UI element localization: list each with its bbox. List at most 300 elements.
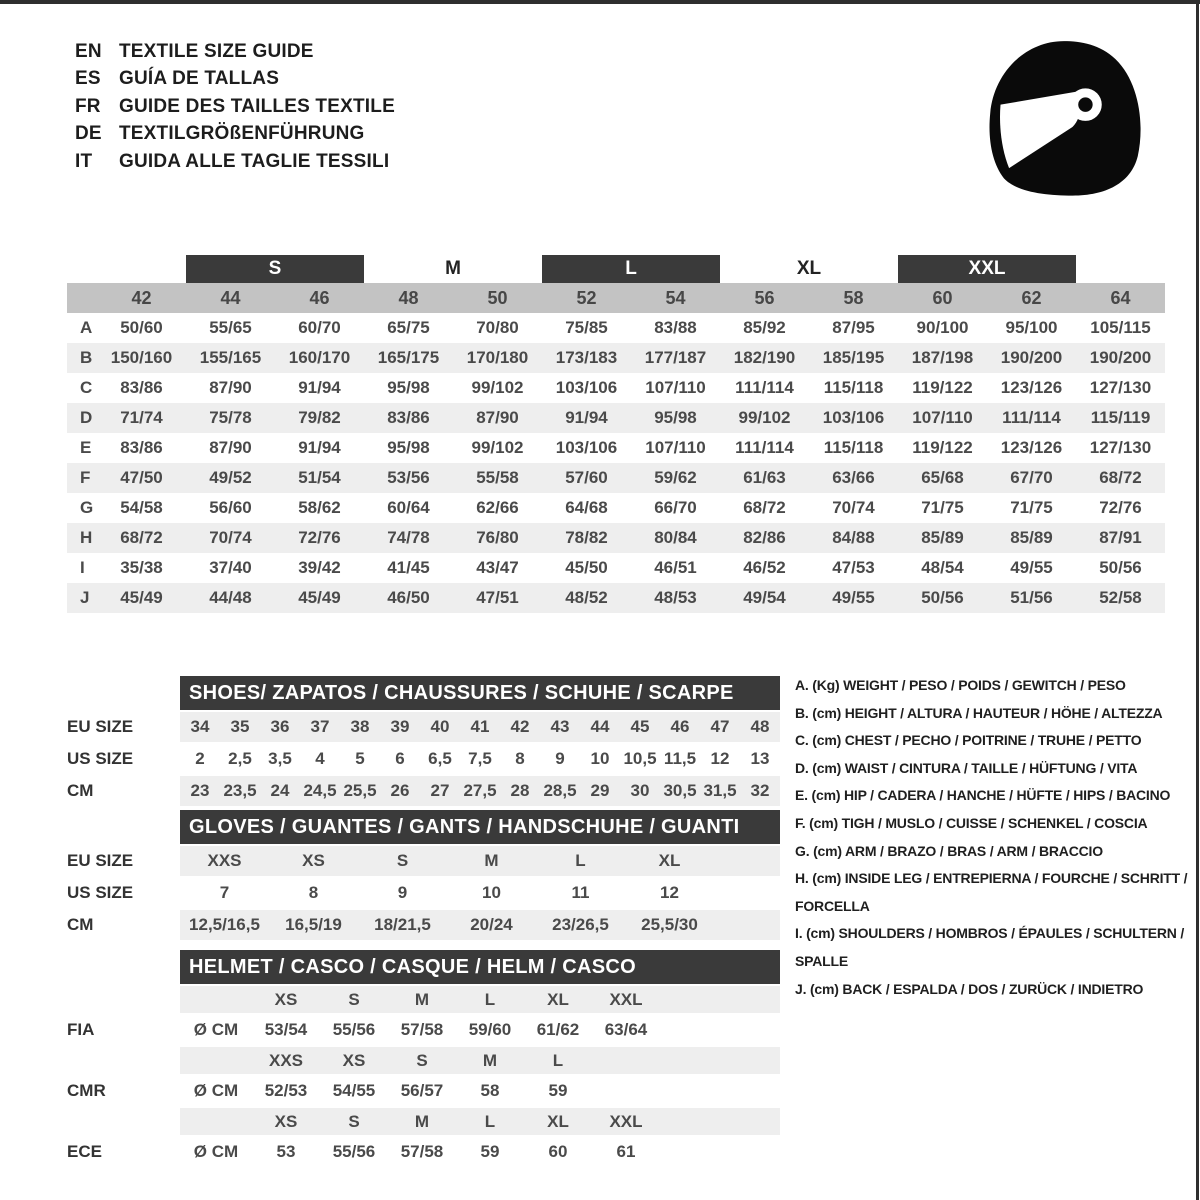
table-cell: 71/75 (921, 498, 964, 517)
table-row (67, 910, 780, 940)
table-cell: 48/52 (565, 588, 608, 607)
size-header: S (348, 1111, 360, 1131)
size-header: XXL (609, 1111, 643, 1131)
table-cell: 68/72 (120, 528, 163, 547)
top-border (0, 0, 1200, 4)
table-cell: 54/55 (332, 1081, 376, 1100)
row-label: B (80, 348, 93, 367)
table-cell: 70/74 (209, 528, 252, 547)
column-header: 52 (576, 287, 597, 308)
table-cell: 87/95 (832, 318, 875, 337)
value-band (180, 776, 780, 806)
table-cell: 38 (350, 717, 370, 736)
table-cell: 115/119 (1090, 408, 1151, 427)
table-cell: 23,5 (223, 781, 257, 800)
language-code: EN (75, 40, 102, 62)
table-cell: 55/56 (332, 1020, 376, 1039)
language-title-block (75, 38, 395, 176)
column-header: 64 (1110, 287, 1131, 308)
gloves-rows (67, 846, 780, 940)
table-cell: XXS (207, 851, 242, 870)
table-cell: 127/130 (1089, 378, 1152, 397)
table-row (67, 712, 780, 742)
table-cell: 10,5 (623, 749, 657, 768)
table-cell: 41 (470, 717, 490, 736)
table-cell: 59/62 (654, 468, 697, 487)
table-cell: 83/86 (120, 378, 163, 397)
row-label: H (80, 528, 93, 547)
table-cell: 64/68 (565, 498, 608, 517)
gloves-section-header (180, 810, 780, 844)
table-cell: 32 (750, 781, 770, 800)
table-cell: 185/195 (822, 348, 885, 367)
table-cell: 36 (270, 717, 290, 736)
size-band (180, 986, 780, 1013)
table-cell: 46/51 (654, 558, 697, 577)
value-band (180, 1015, 780, 1045)
legend (795, 672, 1193, 1003)
table-cell: 6 (395, 749, 405, 768)
row-label: US SIZE (67, 749, 134, 768)
table-cell: 111/114 (1002, 408, 1061, 427)
legend-item: H. (cm) INSIDE LEG / ENTREPIERNA / FOURCHE / SCHRITT / FORCELLA (795, 870, 1188, 914)
table-cell: 49/55 (1010, 558, 1053, 577)
row-label: A (80, 318, 93, 337)
table-cell: 190/200 (1000, 348, 1063, 367)
table-cell: 95/98 (387, 438, 430, 457)
row-label: EU SIZE (67, 851, 134, 870)
table-cell: 55/65 (209, 318, 252, 337)
table-cell: 58/62 (298, 498, 341, 517)
table-cell: 72/76 (1099, 498, 1142, 517)
table-row (67, 373, 1165, 403)
table-cell: 16,5/19 (285, 915, 342, 934)
table-cell: 20/24 (470, 915, 513, 934)
table-cell: 119/122 (912, 438, 973, 457)
table-cell: 56/60 (209, 498, 252, 517)
table-row (67, 776, 780, 806)
size-band (180, 1108, 780, 1135)
language-code: IT (75, 150, 93, 172)
column-header: 50 (487, 287, 508, 308)
table-cell: 44 (590, 717, 610, 736)
language-line (75, 38, 395, 66)
size-header: XS (274, 1111, 298, 1131)
language-code: ES (75, 68, 101, 90)
table-cell: 25,5/30 (641, 915, 698, 934)
table-cell: 91/94 (298, 378, 341, 397)
table-cell: 3,5 (268, 749, 292, 768)
table-cell: 45/49 (298, 588, 341, 607)
table-cell: 55/56 (332, 1142, 376, 1161)
table-cell: L (575, 851, 586, 870)
table-row (67, 523, 1165, 553)
language-line (75, 93, 395, 121)
table-cell: 68/72 (1099, 468, 1142, 487)
unit-spacer (180, 1108, 252, 1135)
table-cell: 68/72 (743, 498, 786, 517)
table-cell: 90/100 (916, 318, 969, 337)
table-cell: 5 (355, 749, 365, 768)
table-cell: 103/106 (555, 378, 618, 397)
table-cell: 35 (230, 717, 250, 736)
table-cell: 47/50 (120, 468, 163, 487)
size-header: S (348, 989, 360, 1009)
gloves-section-title: GLOVES / GUANTES / GANTS / HANDSCHUHE / GUANTI (189, 815, 740, 838)
table-cell: 35/38 (120, 558, 163, 577)
table-cell: 59 (480, 1142, 500, 1161)
table-cell: 44/48 (209, 588, 252, 607)
table-cell: 79/82 (298, 408, 341, 427)
table-cell: 87/90 (209, 438, 252, 457)
table-cell: 63/66 (832, 468, 875, 487)
table-cell: 7 (219, 883, 230, 902)
table-cell: 99/102 (471, 378, 524, 397)
table-cell: 83/86 (120, 438, 163, 457)
table-cell: 187/198 (911, 348, 974, 367)
table-cell: 2 (195, 749, 205, 768)
row-label (67, 1108, 180, 1135)
table-cell: 27,5 (463, 781, 497, 800)
table-cell: 56/57 (400, 1081, 444, 1100)
language-title: TEXTILGRÖßENFÜHRUNG (119, 123, 365, 145)
table-cell: 95/100 (1005, 318, 1058, 337)
value-band (180, 1137, 780, 1167)
table-cell: 59 (548, 1081, 568, 1100)
table-cell: 6,5 (428, 749, 452, 768)
table-cell: 61 (616, 1142, 636, 1161)
table-cell: 50/56 (1099, 558, 1142, 577)
legend-item: I. (cm) SHOULDERS / HOMBROS / ÉPAULES / SCHULTERN / SPALLE (795, 925, 1185, 969)
size-header: L (552, 1050, 564, 1070)
row-label (67, 986, 180, 1013)
helmet-section-title: HELMET / CASCO / CASQUE / HELM / CASCO (189, 955, 636, 978)
table-cell: 53 (276, 1142, 296, 1161)
table-cell: 45/50 (565, 558, 608, 577)
table-cell: XS (302, 851, 325, 870)
table-cell: 26 (390, 781, 410, 800)
row-label: C (80, 378, 93, 397)
table-cell: 37/40 (209, 558, 252, 577)
main-size-table (67, 255, 1165, 613)
table-cell: 83/86 (387, 408, 430, 427)
table-cell: 75/85 (565, 318, 608, 337)
column-header: 54 (665, 287, 686, 308)
table-cell: 28 (510, 781, 530, 800)
table-cell: 48/54 (921, 558, 964, 577)
table-cell: 48 (750, 717, 770, 736)
unit-label: Ø CM (193, 1081, 239, 1100)
table-cell: 43 (550, 717, 570, 736)
shoes-section (67, 676, 780, 808)
language-title: TEXTILE SIZE GUIDE (119, 40, 314, 62)
table-cell: 50/56 (921, 588, 964, 607)
size-header-row (67, 1047, 780, 1074)
table-cell: 47/53 (832, 558, 875, 577)
unit-label: Ø CM (193, 1020, 239, 1039)
table-cell: 65/75 (387, 318, 430, 337)
table-cell: 85/89 (921, 528, 964, 547)
helmet-rows (67, 986, 780, 1167)
table-cell: XL (658, 851, 681, 870)
table-cell: 10 (590, 749, 610, 768)
table-row (67, 583, 1165, 613)
table-cell: 37 (310, 717, 330, 736)
column-header: 56 (754, 287, 775, 308)
table-cell: 173/183 (555, 348, 618, 367)
helmet-section-header (180, 950, 780, 984)
size-header-row (67, 1108, 780, 1135)
table-row (67, 433, 1165, 463)
table-cell: 52/58 (1099, 588, 1142, 607)
value-band (180, 744, 780, 774)
table-cell: 39 (390, 717, 410, 736)
table-cell: 91/94 (565, 408, 608, 427)
language-title: GUIDE DES TAILLES TEXTILE (119, 95, 395, 117)
table-row (67, 744, 780, 774)
table-cell: 12 (710, 749, 730, 768)
table-cell: 83/88 (654, 318, 697, 337)
row-label: I (80, 558, 85, 577)
table-cell: 57/58 (400, 1020, 444, 1039)
shoes-section-title: SHOES/ ZAPATOS / CHAUSSURES / SCHUHE / SCARPE (189, 681, 734, 704)
row-label: G (80, 498, 94, 517)
table-cell: 60 (548, 1142, 568, 1161)
row-label: J (80, 588, 90, 607)
main-table-body (67, 313, 1165, 613)
table-cell: 170/180 (466, 348, 529, 367)
row-label: CM (67, 781, 94, 800)
table-row (67, 463, 1165, 493)
table-cell: 11 (571, 883, 590, 902)
shoes-rows (67, 712, 780, 806)
size-header-row (67, 986, 780, 1013)
table-cell: 25,5 (343, 781, 377, 800)
table-cell: 42 (510, 717, 530, 736)
size-header: XXS (268, 1050, 304, 1070)
table-cell: 70/74 (832, 498, 875, 517)
row-label: FIA (67, 1020, 95, 1039)
size-group-label: XL (796, 258, 822, 279)
language-line (75, 66, 395, 94)
table-cell: 57/60 (565, 468, 608, 487)
table-cell: 12,5/16,5 (189, 915, 260, 934)
table-cell: 18/21,5 (374, 915, 431, 934)
table-cell: 67/70 (1010, 468, 1053, 487)
table-cell: 62/66 (476, 498, 519, 517)
table-cell: 39/42 (298, 558, 341, 577)
column-header: 46 (309, 287, 330, 308)
table-cell: 123/126 (1000, 378, 1063, 397)
table-cell: 177/187 (644, 348, 707, 367)
table-row (67, 1076, 780, 1106)
column-header: 58 (843, 287, 864, 308)
row-label: US SIZE (67, 883, 134, 902)
table-cell: 53/54 (264, 1020, 308, 1039)
size-band (180, 1047, 780, 1074)
helmet-section (67, 950, 780, 1169)
row-label (67, 1047, 180, 1074)
column-spacer (67, 283, 97, 313)
table-cell: 75/78 (209, 408, 252, 427)
table-cell: 28,5 (543, 781, 577, 800)
table-cell: 12 (660, 883, 679, 902)
size-header: XS (274, 989, 298, 1009)
table-cell: 84/88 (832, 528, 875, 547)
value-band (180, 1076, 780, 1106)
table-cell: 52/53 (264, 1081, 308, 1100)
table-cell: 24 (270, 781, 290, 800)
table-cell: 31,5 (703, 781, 737, 800)
table-row (67, 878, 780, 908)
table-row (67, 846, 780, 876)
unit-spacer (180, 1047, 252, 1074)
table-cell: 43/47 (476, 558, 519, 577)
row-label: D (80, 408, 93, 427)
table-row (67, 1137, 780, 1167)
table-cell: 103/106 (555, 438, 618, 457)
right-border (1196, 0, 1199, 1200)
table-cell: 24,5 (303, 781, 337, 800)
table-cell: 8 (308, 883, 319, 902)
size-header: XXL (609, 989, 643, 1009)
language-line (75, 121, 395, 149)
size-header: XL (547, 1111, 569, 1131)
table-cell: 71/74 (120, 408, 163, 427)
legend-item: F. (cm) TIGH / MUSLO / CUISSE / SCHENKEL / COSCIA (795, 814, 1148, 831)
table-cell: 48/53 (654, 588, 697, 607)
table-cell: 95/98 (387, 378, 430, 397)
column-header: 44 (220, 287, 241, 308)
table-cell: 87/90 (476, 408, 519, 427)
table-cell: 111/114 (735, 378, 794, 397)
table-cell: 60/70 (298, 318, 341, 337)
legend-item: D. (cm) WAIST / CINTURA / TAILLE / HÜFTUNG / VITA (795, 759, 1138, 776)
main-columns-row (67, 283, 1165, 313)
table-cell: S (396, 851, 409, 870)
gloves-section (67, 810, 780, 942)
table-cell: 11,5 (663, 749, 697, 768)
size-header: M (414, 1111, 430, 1131)
table-cell: 63/64 (604, 1020, 648, 1039)
table-cell: 51/56 (1010, 588, 1053, 607)
table-cell: 29 (590, 781, 610, 800)
table-cell: 160/170 (288, 348, 351, 367)
table-cell: 23 (190, 781, 210, 800)
table-row (67, 343, 1165, 373)
table-row (67, 493, 1165, 523)
table-cell: 107/110 (645, 438, 706, 457)
table-cell: 30 (630, 781, 650, 800)
table-cell: 95/98 (654, 408, 697, 427)
row-label: CM (67, 915, 94, 934)
table-cell: 7,5 (468, 749, 492, 768)
table-cell: 9 (397, 883, 408, 902)
value-band (180, 712, 780, 742)
table-cell: 111/114 (735, 438, 794, 457)
table-cell: 61/63 (743, 468, 786, 487)
table-cell: 46/52 (743, 558, 786, 577)
table-cell: 49/54 (743, 588, 786, 607)
table-cell: 85/89 (1010, 528, 1053, 547)
language-line (75, 148, 395, 176)
legend-item: A. (Kg) WEIGHT / PESO / POIDS / GEWITCH / PESO (795, 677, 1126, 693)
table-cell: 27 (430, 781, 450, 800)
size-group-label: S (186, 255, 364, 283)
table-cell: 72/76 (298, 528, 341, 547)
table-cell: 10 (482, 883, 501, 902)
row-label: EU SIZE (67, 717, 134, 736)
legend-item: G. (cm) ARM / BRAZO / BRAS / ARM / BRACCIO (795, 842, 1103, 859)
legend-item: J. (cm) BACK / ESPALDA / DOS / ZURÜCK / INDIETRO (795, 980, 1144, 997)
table-cell: 115/118 (823, 378, 884, 397)
size-header: XL (547, 989, 569, 1009)
racing-helmet-icon (978, 36, 1150, 199)
table-cell: 58 (480, 1081, 500, 1100)
table-cell: 103/106 (822, 408, 885, 427)
table-cell: 105/115 (1090, 318, 1151, 337)
table-cell: 91/94 (298, 438, 341, 457)
row-label: E (80, 438, 92, 457)
table-cell: 13 (750, 749, 770, 768)
size-group-label: L (542, 255, 720, 283)
table-cell: 155/165 (199, 348, 262, 367)
table-cell: 80/84 (654, 528, 697, 547)
table-cell: 65/68 (921, 468, 964, 487)
row-label: ECE (67, 1142, 102, 1161)
table-cell: 190/200 (1089, 348, 1152, 367)
legend-item: B. (cm) HEIGHT / ALTURA / HAUTEUR / HÖHE / ALTEZZA (795, 704, 1163, 721)
table-cell: 53/56 (387, 468, 430, 487)
legend-item: C. (cm) CHEST / PECHO / POITRINE / TRUHE / PETTO (795, 732, 1142, 749)
table-cell: 59/60 (468, 1020, 512, 1039)
table-cell: 150/160 (110, 348, 173, 367)
unit-label: Ø CM (193, 1142, 239, 1161)
table-cell: 74/78 (387, 528, 430, 547)
table-cell: 60/64 (387, 498, 430, 517)
column-header: 48 (398, 287, 419, 308)
language-title: GUÍA DE TALLAS (119, 68, 280, 90)
unit-spacer (180, 986, 252, 1013)
size-header: L (484, 989, 496, 1009)
table-cell: 61/62 (536, 1020, 580, 1039)
table-cell: 45 (630, 717, 650, 736)
table-cell: 51/54 (298, 468, 341, 487)
table-cell: 99/102 (471, 438, 524, 457)
language-code: DE (75, 123, 102, 145)
table-cell: 34 (190, 717, 210, 736)
table-cell: 82/86 (743, 528, 786, 547)
table-cell: 182/190 (733, 348, 796, 367)
table-cell: 123/126 (1000, 438, 1063, 457)
table-cell: 85/92 (743, 318, 786, 337)
table-cell: 78/82 (565, 528, 608, 547)
table-cell: 46/50 (387, 588, 430, 607)
value-band (180, 846, 780, 876)
table-cell: 9 (555, 749, 565, 768)
table-cell: 76/80 (476, 528, 519, 547)
language-code: FR (75, 95, 101, 117)
table-cell: 127/130 (1089, 438, 1152, 457)
table-cell: 71/75 (1010, 498, 1053, 517)
size-group-label: M (445, 258, 461, 279)
table-cell: 57/58 (400, 1142, 444, 1161)
table-row (67, 403, 1165, 433)
table-row (67, 553, 1165, 583)
size-header: S (416, 1050, 428, 1070)
table-cell: 23/26,5 (552, 915, 609, 934)
legend-item: E. (cm) HIP / CADERA / HANCHE / HÜFTE / HIPS / BACINO (795, 787, 1171, 804)
